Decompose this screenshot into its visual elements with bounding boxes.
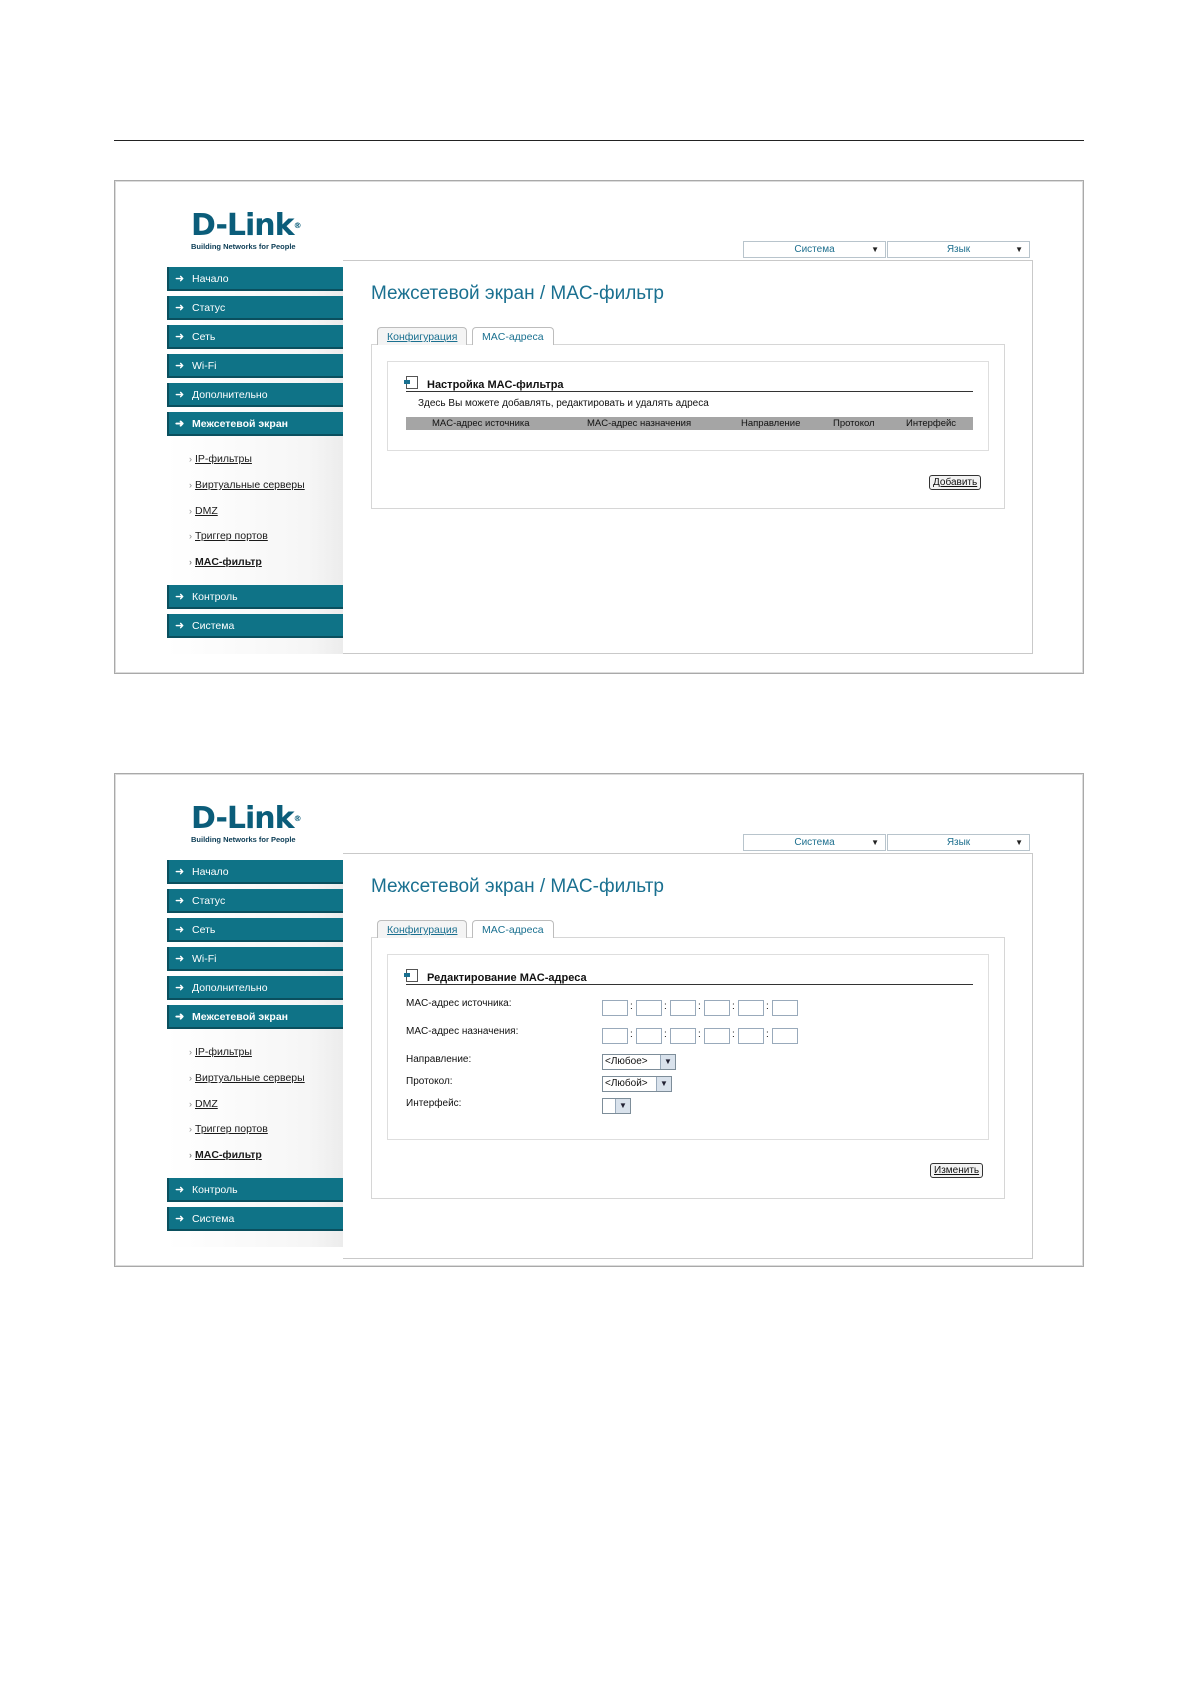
arrow-right-icon: ➜ — [175, 1213, 185, 1225]
nav-item-label: Сеть — [192, 331, 216, 343]
nav-item-label: Система — [192, 620, 235, 632]
submenu-port-trigger[interactable] — [189, 530, 268, 542]
protocol-select[interactable] — [602, 1076, 672, 1092]
nav-item-firewall[interactable] — [167, 1005, 343, 1029]
nav-item-label: Контроль — [192, 1184, 238, 1196]
language-menu[interactable] — [887, 834, 1030, 851]
sidebar — [167, 860, 343, 1247]
chevron-down-icon: ▼ — [871, 838, 879, 847]
bullet-icon: › — [189, 1150, 192, 1160]
arrow-right-icon: ➜ — [175, 866, 185, 878]
src-mac-octet-2[interactable] — [636, 1000, 662, 1016]
nav-item-home[interactable] — [167, 267, 343, 291]
nav-item-label: Статус — [192, 302, 226, 314]
bullet-icon: › — [189, 1047, 192, 1057]
submenu-virtual-servers[interactable] — [189, 479, 305, 491]
nav-item-control[interactable] — [167, 1178, 343, 1202]
section-divider — [406, 984, 973, 985]
screenshot-mac-filter-list — [114, 180, 1084, 674]
document-icon — [406, 969, 418, 982]
submenu-port-trigger[interactable] — [189, 1123, 268, 1135]
submenu-mac-filter[interactable] — [189, 1149, 262, 1161]
submenu-ip-filters[interactable] — [189, 1046, 252, 1058]
nav-item-label: Дополнительно — [192, 389, 268, 401]
nav-item-status[interactable] — [167, 889, 343, 913]
section-title-text: Редактирование MAC-адреса — [427, 972, 587, 984]
section-title — [406, 376, 564, 391]
protocol-label: Протокол: — [406, 1076, 453, 1087]
bullet-icon: › — [189, 1073, 192, 1083]
system-menu[interactable] — [743, 834, 886, 851]
chevron-down-icon: ▼ — [615, 1099, 630, 1113]
src-mac-octet-4[interactable] — [704, 1000, 730, 1016]
nav-item-firewall[interactable] — [167, 412, 343, 436]
arrow-right-icon: ➜ — [175, 982, 185, 994]
nav-item-label: Начало — [192, 273, 229, 285]
add-button[interactable]: Добавить — [929, 475, 981, 490]
mac-table-header — [406, 417, 973, 430]
src-mac-octet-5[interactable] — [738, 1000, 764, 1016]
nav-item-label: Контроль — [192, 591, 238, 603]
submenu-label: DMZ — [195, 1098, 218, 1110]
submenu-label: Триггер портов — [195, 530, 268, 542]
arrow-right-icon: ➜ — [175, 1011, 185, 1023]
direction-select[interactable] — [602, 1054, 676, 1070]
col-direction: Направление — [741, 418, 801, 429]
submenu-mac-filter[interactable] — [189, 556, 262, 568]
nav-item-wifi[interactable] — [167, 354, 343, 378]
nav-item-status[interactable] — [167, 296, 343, 320]
src-mac-octet-1[interactable] — [602, 1000, 628, 1016]
arrow-right-icon: ➜ — [175, 620, 185, 632]
bullet-icon: › — [189, 506, 192, 516]
language-menu[interactable] — [887, 241, 1030, 258]
dst-mac-octet-3[interactable] — [670, 1028, 696, 1044]
submenu-label: Виртуальные серверы — [195, 479, 305, 491]
arrow-right-icon: ➜ — [175, 895, 185, 907]
nav-item-label: Wi-Fi — [192, 953, 217, 965]
arrow-right-icon: ➜ — [175, 389, 185, 401]
chevron-down-icon: ▼ — [1015, 838, 1023, 847]
submenu-label: MAC-фильтр — [195, 556, 262, 568]
logo-tagline: Building Networks for People — [191, 835, 296, 844]
section-title-text: Настройка MAC-фильтра — [427, 379, 564, 391]
nav-item-home[interactable] — [167, 860, 343, 884]
nav-item-network[interactable] — [167, 325, 343, 349]
nav-item-label: Начало — [192, 866, 229, 878]
dst-mac-octet-2[interactable] — [636, 1028, 662, 1044]
dst-mac-octet-5[interactable] — [738, 1028, 764, 1044]
chevron-down-icon: ▼ — [871, 245, 879, 254]
col-dst-mac: MAC-адрес назначения — [587, 418, 692, 429]
arrow-right-icon: ➜ — [175, 331, 185, 343]
src-mac-octet-3[interactable] — [670, 1000, 696, 1016]
tab-configuration[interactable]: Конфигурация — [377, 920, 467, 938]
bullet-icon: › — [189, 454, 192, 464]
logo-brand: D-Link — [191, 801, 294, 836]
nav-item-label: Wi-Fi — [192, 360, 217, 372]
col-src-mac: MAC-адрес источника — [432, 418, 530, 429]
interface-select[interactable] — [602, 1098, 631, 1114]
submenu-ip-filters[interactable] — [189, 453, 252, 465]
nav-item-advanced[interactable] — [167, 383, 343, 407]
chevron-down-icon: ▼ — [660, 1055, 675, 1069]
nav-item-network[interactable] — [167, 918, 343, 942]
sidebar — [167, 267, 343, 654]
bullet-icon: › — [189, 1124, 192, 1134]
dst-mac-input-group: : : : : : — [602, 1028, 802, 1044]
page-title: Межсетевой экран / MAC-фильтр — [371, 876, 664, 897]
dst-mac-octet-4[interactable] — [704, 1028, 730, 1044]
nav-item-wifi[interactable] — [167, 947, 343, 971]
col-interface: Интерфейс — [906, 418, 957, 429]
nav-item-control[interactable] — [167, 585, 343, 609]
submenu-virtual-servers[interactable] — [189, 1072, 305, 1084]
nav-item-label: Система — [192, 1213, 235, 1225]
chevron-down-icon: ▼ — [1015, 245, 1023, 254]
bullet-icon: › — [189, 1099, 192, 1109]
bullet-icon: › — [189, 480, 192, 490]
col-protocol: Протокол — [833, 418, 875, 429]
direction-value: <Любое> — [605, 1056, 648, 1067]
tab-mac-addresses[interactable]: MAC-адреса — [472, 327, 554, 345]
page-top-rule — [114, 140, 1084, 141]
nav-item-system[interactable] — [167, 1207, 343, 1231]
language-menu-label: Язык — [946, 837, 971, 848]
tab-mac-addresses[interactable]: MAC-адреса — [472, 920, 554, 938]
section-divider — [406, 391, 973, 392]
system-menu-label: Система — [794, 244, 835, 255]
tab-configuration[interactable]: Конфигурация — [377, 327, 467, 345]
nav-item-system[interactable] — [167, 614, 343, 638]
dlink-logo: D-Link® Building Networks for People — [191, 208, 302, 251]
submenu-label: DMZ — [195, 505, 218, 517]
section-description: Здесь Вы можете добавлять, редактировать и удалять адреса — [418, 398, 709, 409]
submenu-label: Виртуальные серверы — [195, 1072, 305, 1084]
direction-label: Направление: — [406, 1054, 472, 1065]
arrow-right-icon: ➜ — [175, 1184, 185, 1196]
src-mac-octet-6[interactable] — [772, 1000, 798, 1016]
protocol-value: <Любой> — [605, 1078, 648, 1089]
dlink-logo: D-Link® Building Networks for People — [191, 801, 302, 844]
bullet-icon: › — [189, 557, 192, 567]
arrow-right-icon: ➜ — [175, 360, 185, 372]
submenu-label: MAC-фильтр — [195, 1149, 262, 1161]
system-menu[interactable] — [743, 241, 886, 258]
chevron-down-icon: ▼ — [656, 1077, 671, 1091]
submenu-label: IP-фильтры — [195, 1046, 252, 1058]
nav-item-label: Межсетевой экран — [192, 418, 289, 430]
nav-item-label: Межсетевой экран — [192, 1011, 289, 1023]
src-mac-input-group: : : : : : — [602, 1000, 802, 1016]
bullet-icon: › — [189, 531, 192, 541]
document-icon — [406, 376, 418, 389]
submenu-dmz[interactable] — [189, 505, 218, 517]
change-button[interactable]: Изменить — [930, 1163, 983, 1178]
arrow-right-icon: ➜ — [175, 924, 185, 936]
nav-item-label: Дополнительно — [192, 982, 268, 994]
logo-brand: D-Link — [191, 208, 294, 243]
src-mac-label: MAC-адрес источника: — [406, 998, 512, 1009]
dst-mac-label: MAC-адрес назначения: — [406, 1026, 519, 1037]
dst-mac-octet-1[interactable] — [602, 1028, 628, 1044]
dst-mac-octet-6[interactable] — [772, 1028, 798, 1044]
arrow-right-icon: ➜ — [175, 418, 185, 430]
arrow-right-icon: ➜ — [175, 953, 185, 965]
language-menu-label: Язык — [946, 244, 971, 255]
nav-item-label: Сеть — [192, 924, 216, 936]
submenu-label: Триггер портов — [195, 1123, 268, 1135]
system-menu-label: Система — [794, 837, 835, 848]
screenshot-mac-address-edit — [114, 773, 1084, 1267]
page-title: Межсетевой экран / MAC-фильтр — [371, 283, 664, 304]
logo-tagline: Building Networks for People — [191, 242, 296, 251]
section-title — [406, 969, 587, 984]
nav-item-advanced[interactable] — [167, 976, 343, 1000]
arrow-right-icon: ➜ — [175, 273, 185, 285]
submenu-label: IP-фильтры — [195, 453, 252, 465]
arrow-right-icon: ➜ — [175, 591, 185, 603]
interface-label: Интерфейс: — [406, 1098, 462, 1109]
arrow-right-icon: ➜ — [175, 302, 185, 314]
nav-item-label: Статус — [192, 895, 226, 907]
submenu-dmz[interactable] — [189, 1098, 218, 1110]
